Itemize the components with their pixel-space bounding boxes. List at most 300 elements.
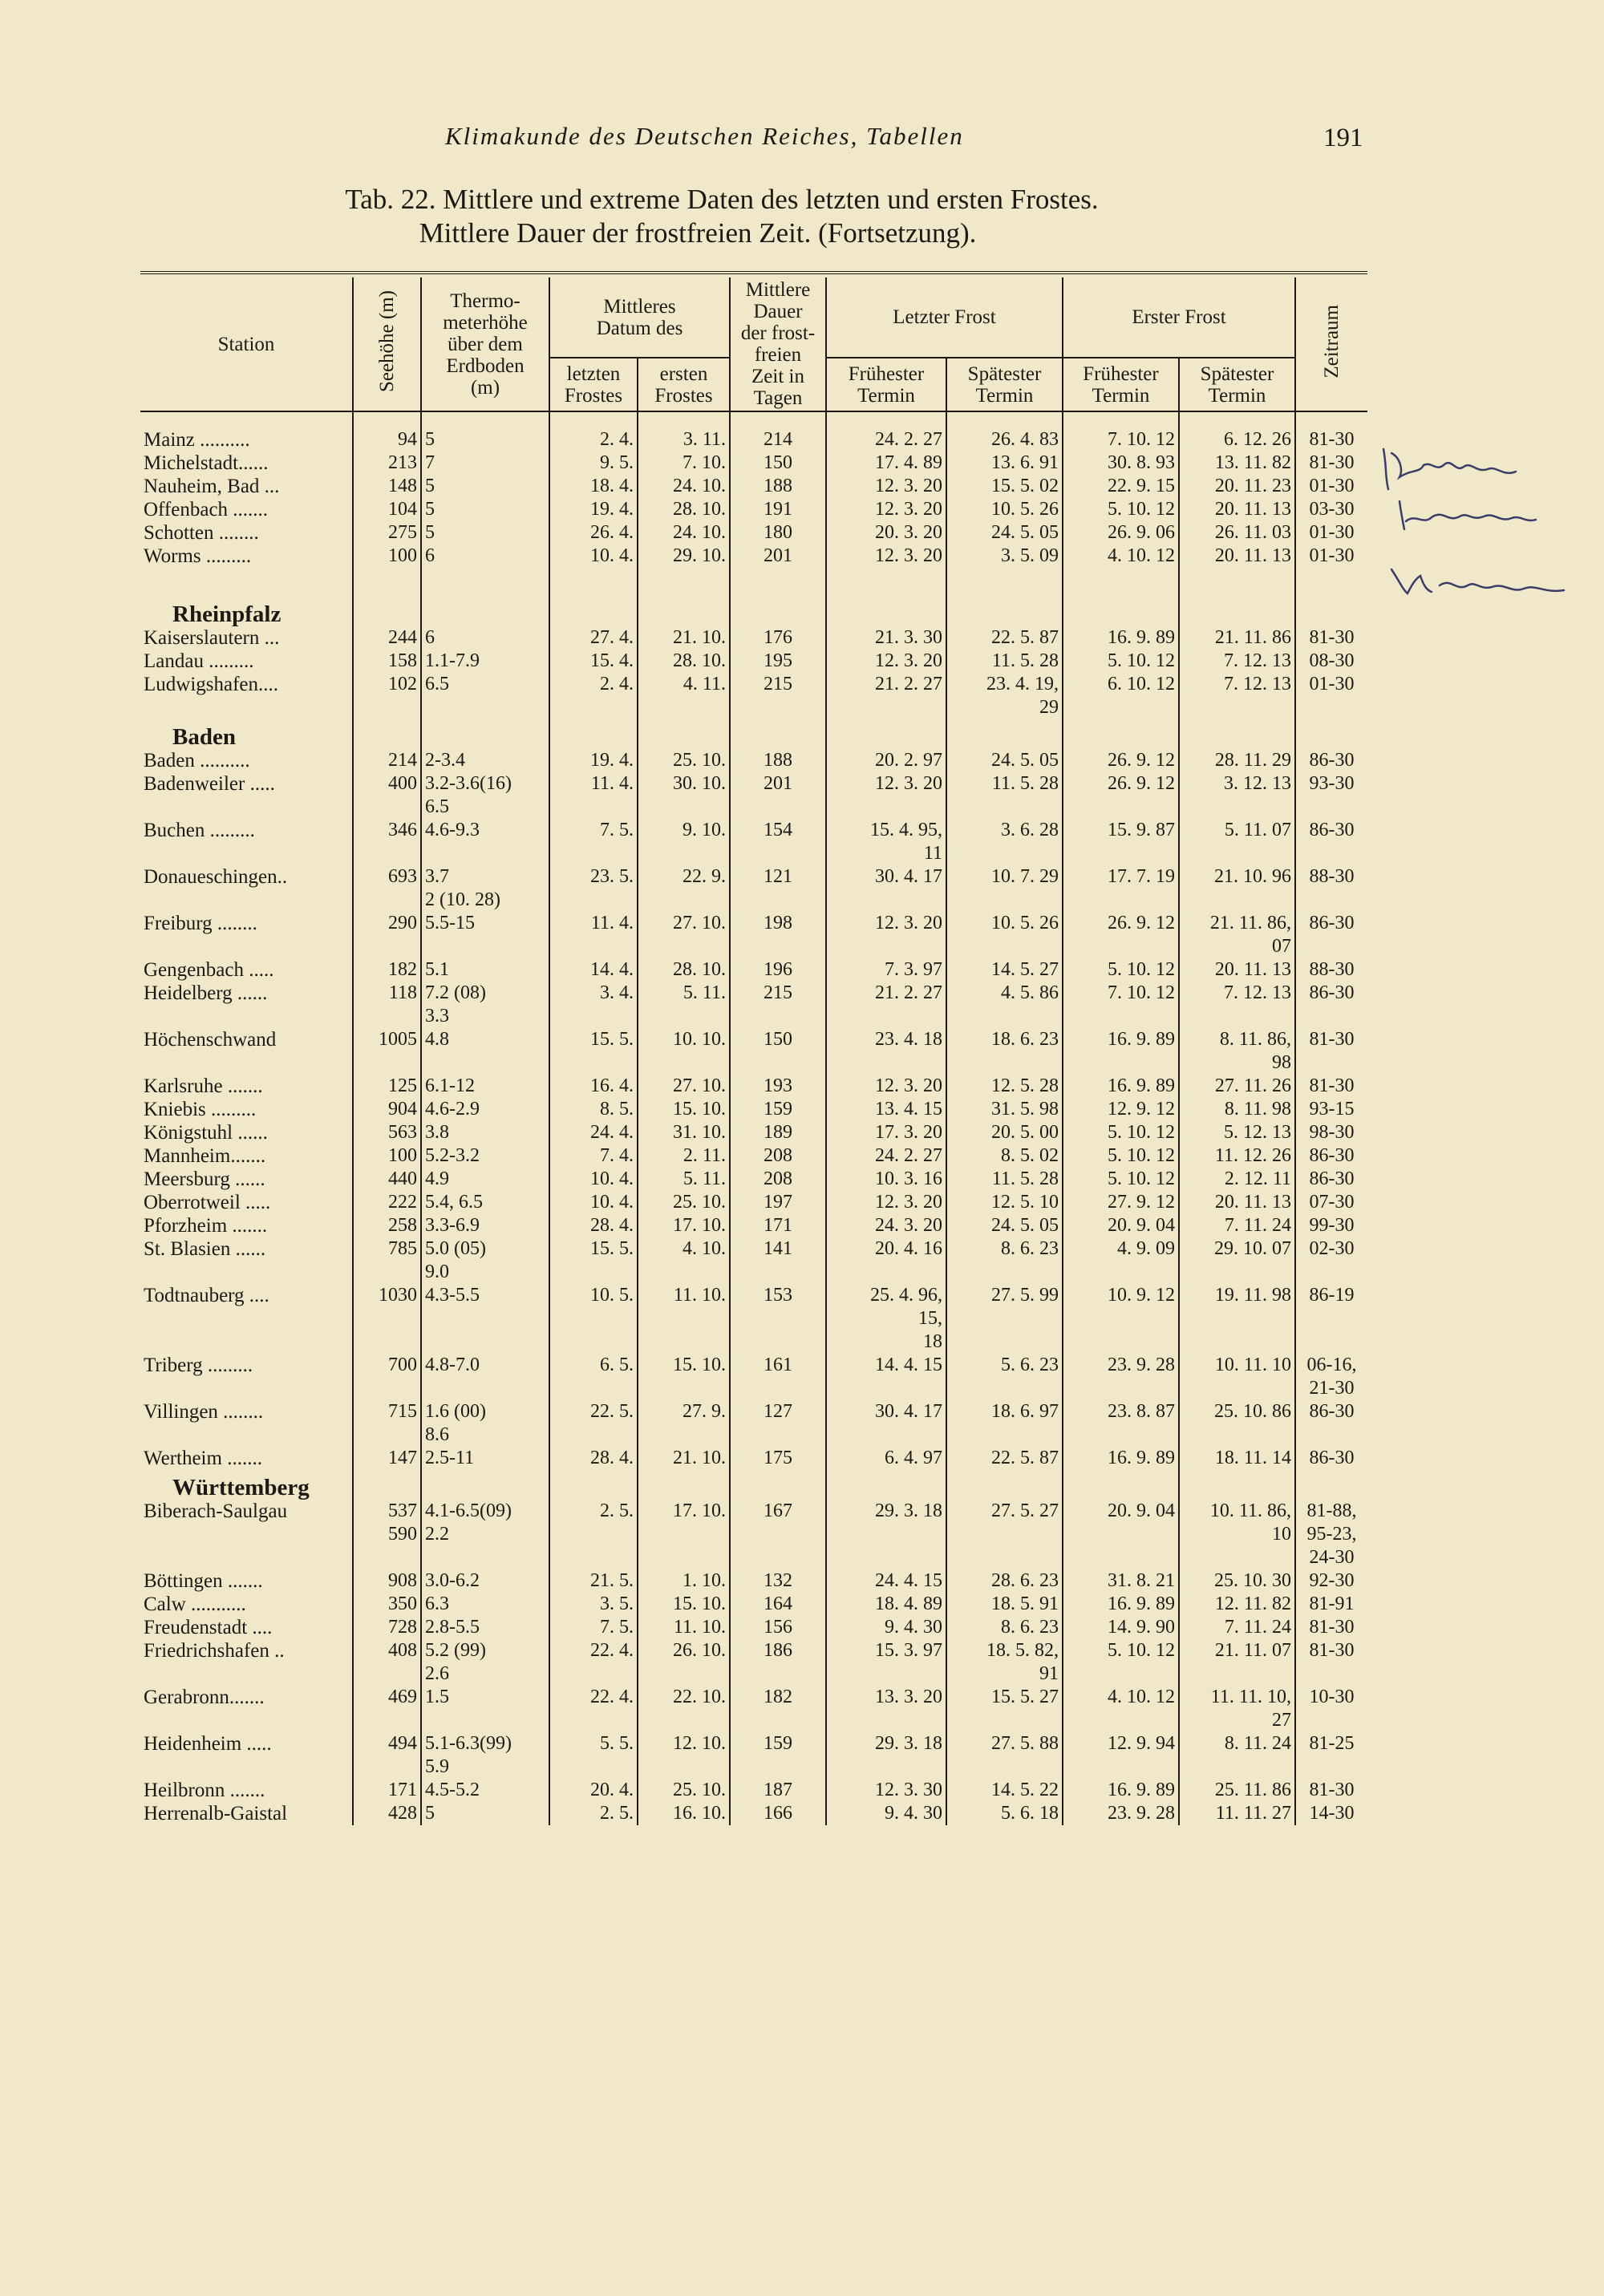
cell-badenweiler-6: 12. 3. 20 (826, 772, 946, 796)
cell-friedrichshafen-10: 81-30 (1295, 1639, 1367, 1662)
cell-offenbach-1: 104 (353, 498, 421, 521)
cell-calw-9: 12. 11. 82 (1179, 1593, 1295, 1616)
cell-blasien-10: 02-30 (1295, 1237, 1367, 1261)
cell-blasien-1: 785 (353, 1237, 421, 1261)
cell-hoechen-10: 81-30 (1295, 1028, 1367, 1051)
cell-meersburg-1: 440 (353, 1168, 421, 1191)
region-heading-rheinpfalz: Rheinpfalz (140, 597, 1367, 626)
cell-offenbach-8: 5. 10. 12 (1063, 498, 1179, 521)
continuation-row-hoechen (140, 1051, 1367, 1075)
frost-table (140, 271, 1367, 1825)
cell-mainz-2: 5 (421, 411, 549, 452)
col-dauer: Mittlere Dauer der frost- freien Zeit in Tagen (730, 277, 826, 411)
cell-offenbach-2: 5 (421, 498, 549, 521)
cell-villingen-9: 25. 10. 86 (1179, 1400, 1295, 1423)
cell-landau-3: 15. 4. (549, 650, 638, 673)
cell-oberrotweil-1: 222 (353, 1191, 421, 1214)
cell-heidenheim-5: 159 (730, 1732, 826, 1755)
cell-mainz-0: Mainz .......... (144, 429, 250, 451)
cell-offenbach-6: 12. 3. 20 (826, 498, 946, 521)
cell-triberg-5: 161 (730, 1354, 826, 1377)
station-row-villingen (140, 1400, 1367, 1423)
cell-heidenheim-7: 27. 5. 88 (946, 1732, 1063, 1755)
cell-kaiserslautern-9: 21. 11. 86 (1179, 626, 1295, 650)
cell-freudenstadt-3: 7. 5. (549, 1616, 638, 1639)
cell-baden-10: 86-30 (1295, 749, 1367, 772)
station-row-oberrotweil (140, 1191, 1367, 1214)
station-row-herrenalb (140, 1802, 1367, 1825)
cell-boettingen-7: 28. 6. 23 (946, 1569, 1063, 1593)
cell-herrenalb-7: 5. 6. 18 (946, 1802, 1063, 1825)
col-mittleres-datum: Mittleres Datum des (549, 277, 730, 358)
continuation-row-buchen (140, 842, 1367, 865)
cell-worms-6: 12. 3. 20 (826, 545, 946, 568)
cell-friedrichshafen-2: 5.2 (99) (421, 1639, 549, 1662)
cell-blasien-9: 29. 10. 07 (1179, 1237, 1295, 1261)
cell-badenweiler-2: 3.2-3.6(16) (421, 772, 549, 796)
cell-calw-10: 81-91 (1295, 1593, 1367, 1616)
station-row-biberach (140, 1500, 1367, 1523)
cell-heilbronn-5: 187 (730, 1779, 826, 1802)
cell-gerabronn-2: 1.5 (421, 1686, 549, 1709)
station-row-heidenheim (140, 1732, 1367, 1755)
cell-heilbronn-4: 25. 10. (638, 1779, 730, 1802)
cell-gerabronn-5: 182 (730, 1686, 826, 1709)
cell-oberrotweil-9: 20. 11. 13 (1179, 1191, 1295, 1214)
cell-baden-8: 26. 9. 12 (1063, 749, 1179, 772)
cell-heidenheim-2: 5.1-6.3(99) (421, 1732, 549, 1755)
cell-freiburg-9: 21. 11. 86, (1179, 912, 1295, 935)
cell-todtnauberg-1: 1030 (353, 1284, 421, 1307)
cell-meersburg-4: 5. 11. (638, 1168, 730, 1191)
cell-pforzheim-0: Pforzheim ....... (144, 1215, 268, 1237)
continuation-row-todtnauberg2 (140, 1330, 1367, 1354)
cell-donau-3: 23. 5. (549, 865, 638, 889)
cell-schotten-0: Schotten ........ (144, 522, 259, 544)
cell-heidelberg-3: 3. 4. (549, 982, 638, 1005)
cell-boettingen-3: 21. 5. (549, 1569, 638, 1593)
cell-baden-1: 214 (353, 749, 421, 772)
cell-mannheim-3: 7. 4. (549, 1144, 638, 1168)
cell-nauheim-7: 15. 5. 02 (946, 475, 1063, 498)
cell-villingen-8: 23. 8. 87 (1063, 1400, 1179, 1423)
cell-mannheim-1: 100 (353, 1144, 421, 1168)
cell-friedrichshafen-9: 21. 11. 07 (1179, 1639, 1295, 1662)
cell-gerabronn-cont-9: 27 (1179, 1709, 1295, 1732)
cell-kniebis-10: 93-15 (1295, 1098, 1367, 1121)
cell-freiburg-cont-9: 07 (1179, 935, 1295, 958)
cell-ludwigshafen-10: 01-30 (1295, 673, 1367, 696)
cell-mainz-1: 94 (353, 411, 421, 452)
cell-baden-5: 188 (730, 749, 826, 772)
cell-buchen-0: Buchen ......... (144, 820, 255, 841)
cell-gerabronn-3: 22. 4. (549, 1686, 638, 1709)
cell-herrenalb-4: 16. 10. (638, 1802, 730, 1825)
station-row-meersburg (140, 1168, 1367, 1191)
cell-michelstadt-10: 81-30 (1295, 452, 1367, 475)
station-row-karlsruhe (140, 1075, 1367, 1098)
continuation-row-badenweiler (140, 796, 1367, 819)
cell-schotten-8: 26. 9. 06 (1063, 521, 1179, 545)
cell-badenweiler-5: 201 (730, 772, 826, 796)
cell-oberrotweil-8: 27. 9. 12 (1063, 1191, 1179, 1214)
cell-michelstadt-1: 213 (353, 452, 421, 475)
cell-schotten-9: 26. 11. 03 (1179, 521, 1295, 545)
cell-mainz-4: 3. 11. (638, 411, 730, 452)
cell-nauheim-6: 12. 3. 20 (826, 475, 946, 498)
cell-pforzheim-9: 7. 11. 24 (1179, 1214, 1295, 1237)
cell-boettingen-4: 1. 10. (638, 1569, 730, 1593)
cell-biberach-3: 2. 5. (549, 1500, 638, 1523)
cell-ludwigshafen-8: 6. 10. 12 (1063, 673, 1179, 696)
cell-villingen-7: 18. 6. 97 (946, 1400, 1063, 1423)
cell-heidelberg-2: 7.2 (08) (421, 982, 549, 1005)
cell-triberg-2: 4.8-7.0 (421, 1354, 549, 1377)
cell-ludwigshafen-4: 4. 11. (638, 673, 730, 696)
cell-kniebis-3: 8. 5. (549, 1098, 638, 1121)
cell-wertheim-2: 2.5-11 (421, 1447, 549, 1470)
cell-kaiserslautern-5: 176 (730, 626, 826, 650)
station-row-landau (140, 650, 1367, 673)
cell-mainz-9: 6. 12. 26 (1179, 411, 1295, 452)
station-row-badenweiler (140, 772, 1367, 796)
cell-herrenalb-5: 166 (730, 1802, 826, 1825)
cell-villingen-cont-2: 8.6 (421, 1423, 549, 1447)
station-row-mainz (140, 411, 1367, 452)
cell-hoechen-1: 1005 (353, 1028, 421, 1051)
cell-meersburg-7: 11. 5. 28 (946, 1168, 1063, 1191)
cell-mainz-10: 81-30 (1295, 411, 1367, 452)
cell-koenigstuhl-3: 24. 4. (549, 1121, 638, 1144)
cell-hoechen-9: 8. 11. 86, (1179, 1028, 1295, 1051)
cell-karlsruhe-0: Karlsruhe ....... (144, 1075, 263, 1097)
cell-todtnauberg-3: 10. 5. (549, 1284, 638, 1307)
cell-todtnauberg-0: Todtnauberg .... (144, 1285, 269, 1306)
cell-herrenalb-9: 11. 11. 27 (1179, 1802, 1295, 1825)
cell-karlsruhe-3: 16. 4. (549, 1075, 638, 1098)
cell-calw-3: 3. 5. (549, 1593, 638, 1616)
cell-calw-0: Calw ........... (144, 1593, 246, 1615)
cell-biberach-cont-10: 95-23, (1295, 1523, 1367, 1546)
cell-nauheim-9: 20. 11. 23 (1179, 475, 1295, 498)
cell-mannheim-10: 86-30 (1295, 1144, 1367, 1168)
cell-badenweiler-4: 30. 10. (638, 772, 730, 796)
station-row-offenbach (140, 498, 1367, 521)
cell-oberrotweil-10: 07-30 (1295, 1191, 1367, 1214)
cell-freudenstadt-0: Freudenstadt .... (144, 1617, 273, 1638)
cell-baden-0: Baden .......... (144, 750, 250, 771)
col-erster-frost: Erster Frost (1063, 277, 1295, 358)
cell-freiburg-7: 10. 5. 26 (946, 912, 1063, 935)
cell-koenigstuhl-6: 17. 3. 20 (826, 1121, 946, 1144)
continuation-row-friedrichshafen (140, 1662, 1367, 1686)
cell-biberach-5: 167 (730, 1500, 826, 1523)
page-header (0, 122, 1604, 154)
cell-heidelberg-10: 86-30 (1295, 982, 1367, 1005)
cell-freudenstadt-8: 14. 9. 90 (1063, 1616, 1179, 1639)
cell-mannheim-7: 8. 5. 02 (946, 1144, 1063, 1168)
cell-blasien-5: 141 (730, 1237, 826, 1261)
station-row-koenigstuhl (140, 1121, 1367, 1144)
cell-baden-9: 28. 11. 29 (1179, 749, 1295, 772)
cell-mainz-6: 24. 2. 27 (826, 411, 946, 452)
cell-badenweiler-0: Badenweiler ..... (144, 773, 275, 795)
cell-hoechen-4: 10. 10. (638, 1028, 730, 1051)
cell-todtnauberg-6: 25. 4. 96, (826, 1284, 946, 1307)
cell-freiburg-1: 290 (353, 912, 421, 935)
cell-offenbach-10: 03-30 (1295, 498, 1367, 521)
station-row-heilbronn (140, 1779, 1367, 1802)
cell-ludwigshafen-0: Ludwigshafen.... (144, 674, 279, 695)
cell-karlsruhe-7: 12. 5. 28 (946, 1075, 1063, 1098)
cell-heidenheim-cont-2: 5.9 (421, 1755, 549, 1779)
cell-freiburg-3: 11. 4. (549, 912, 638, 935)
cell-karlsruhe-9: 27. 11. 26 (1179, 1075, 1295, 1098)
station-row-triberg (140, 1354, 1367, 1377)
cell-heidelberg-5: 215 (730, 982, 826, 1005)
cell-mainz-3: 2. 4. (549, 411, 638, 452)
cell-todtnauberg2-cont-6: 18 (826, 1330, 946, 1354)
cell-todtnauberg-cont-6: 15, (826, 1307, 946, 1330)
cell-heilbronn-9: 25. 11. 86 (1179, 1779, 1295, 1802)
continuation-row-donau (140, 889, 1367, 912)
cell-pforzheim-1: 258 (353, 1214, 421, 1237)
station-row-todtnauberg (140, 1284, 1367, 1307)
cell-karlsruhe-1: 125 (353, 1075, 421, 1098)
cell-gengenbach-6: 7. 3. 97 (826, 958, 946, 982)
cell-gerabronn-9: 11. 11. 10, (1179, 1686, 1295, 1709)
cell-mainz-8: 7. 10. 12 (1063, 411, 1179, 452)
cell-worms-3: 10. 4. (549, 545, 638, 568)
table-caption (0, 183, 1395, 250)
cell-schotten-6: 20. 3. 20 (826, 521, 946, 545)
cell-landau-2: 1.1-7.9 (421, 650, 549, 673)
cell-hoechen-5: 150 (730, 1028, 826, 1051)
cell-buchen-2: 4.6-9.3 (421, 819, 549, 842)
cell-schotten-10: 01-30 (1295, 521, 1367, 545)
cell-landau-1: 158 (353, 650, 421, 673)
cell-villingen-1: 715 (353, 1400, 421, 1423)
cell-donau-7: 10. 7. 29 (946, 865, 1063, 889)
cell-freudenstadt-9: 7. 11. 24 (1179, 1616, 1295, 1639)
cell-donau-4: 22. 9. (638, 865, 730, 889)
cell-worms-2: 6 (421, 545, 549, 568)
cell-oberrotweil-5: 197 (730, 1191, 826, 1214)
cell-todtnauberg-9: 19. 11. 98 (1179, 1284, 1295, 1307)
col-seehoehe: Seehöhe (m) (353, 277, 421, 411)
cell-pforzheim-8: 20. 9. 04 (1063, 1214, 1179, 1237)
cell-wertheim-0: Wertheim ....... (144, 1448, 262, 1469)
col-station: Station (217, 333, 275, 355)
cell-badenweiler-8: 26. 9. 12 (1063, 772, 1179, 796)
cell-hoechen-7: 18. 6. 23 (946, 1028, 1063, 1051)
cell-landau-7: 11. 5. 28 (946, 650, 1063, 673)
cell-gengenbach-9: 20. 11. 13 (1179, 958, 1295, 982)
cell-kniebis-8: 12. 9. 12 (1063, 1098, 1179, 1121)
cell-gerabronn-1: 469 (353, 1686, 421, 1709)
cell-buchen-10: 86-30 (1295, 819, 1367, 842)
cell-kniebis-9: 8. 11. 98 (1179, 1098, 1295, 1121)
cell-michelstadt-0: Michelstadt...... (144, 452, 269, 474)
cell-karlsruhe-4: 27. 10. (638, 1075, 730, 1098)
cell-hoechen-6: 23. 4. 18 (826, 1028, 946, 1051)
cell-kaiserslautern-6: 21. 3. 30 (826, 626, 946, 650)
cell-heilbronn-2: 4.5-5.2 (421, 1779, 549, 1802)
cell-ludwigshafen-7: 23. 4. 19, (946, 673, 1063, 696)
continuation-row-gerabronn (140, 1709, 1367, 1732)
cell-triberg-7: 5. 6. 23 (946, 1354, 1063, 1377)
cell-offenbach-3: 19. 4. (549, 498, 638, 521)
cell-heidenheim-1: 494 (353, 1732, 421, 1755)
cell-heilbronn-8: 16. 9. 89 (1063, 1779, 1179, 1802)
cell-schotten-4: 24. 10. (638, 521, 730, 545)
cell-heilbronn-0: Heilbronn ....... (144, 1780, 265, 1801)
cell-wertheim-7: 22. 5. 87 (946, 1447, 1063, 1470)
cell-meersburg-6: 10. 3. 16 (826, 1168, 946, 1191)
cell-kniebis-1: 904 (353, 1098, 421, 1121)
cell-mannheim-2: 5.2-3.2 (421, 1144, 549, 1168)
station-row-gengenbach (140, 958, 1367, 982)
cell-wertheim-4: 21. 10. (638, 1447, 730, 1470)
cell-baden-3: 19. 4. (549, 749, 638, 772)
cell-karlsruhe-10: 81-30 (1295, 1075, 1367, 1098)
cell-friedrichshafen-5: 186 (730, 1639, 826, 1662)
cell-biberach-4: 17. 10. (638, 1500, 730, 1523)
cell-mannheim-8: 5. 10. 12 (1063, 1144, 1179, 1168)
cell-kniebis-7: 31. 5. 98 (946, 1098, 1063, 1121)
cell-meersburg-9: 2. 12. 11 (1179, 1168, 1295, 1191)
cell-freudenstadt-5: 156 (730, 1616, 826, 1639)
cell-badenweiler-9: 3. 12. 13 (1179, 772, 1295, 796)
cell-heidenheim-10: 81-25 (1295, 1732, 1367, 1755)
cell-freudenstadt-1: 728 (353, 1616, 421, 1639)
continuation-row-freiburg (140, 935, 1367, 958)
cell-kniebis-6: 13. 4. 15 (826, 1098, 946, 1121)
cell-heidelberg-4: 5. 11. (638, 982, 730, 1005)
continuation-row-biberach2 (140, 1546, 1367, 1569)
cell-kaiserslautern-8: 16. 9. 89 (1063, 626, 1179, 650)
cell-biberach-cont-2: 2.2 (421, 1523, 549, 1546)
cell-blasien-6: 20. 4. 16 (826, 1237, 946, 1261)
cell-buchen-8: 15. 9. 87 (1063, 819, 1179, 842)
station-row-gerabronn (140, 1686, 1367, 1709)
cell-herrenalb-1: 428 (353, 1802, 421, 1825)
cell-karlsruhe-2: 6.1-12 (421, 1075, 549, 1098)
cell-schotten-5: 180 (730, 521, 826, 545)
cell-ludwigshafen-9: 7. 12. 13 (1179, 673, 1295, 696)
cell-gengenbach-7: 14. 5. 27 (946, 958, 1063, 982)
cell-ludwigshafen-cont-7: 29 (946, 696, 1063, 719)
cell-wertheim-6: 6. 4. 97 (826, 1447, 946, 1470)
cell-oberrotweil-6: 12. 3. 20 (826, 1191, 946, 1214)
cell-ludwigshafen-6: 21. 2. 27 (826, 673, 946, 696)
cell-freiburg-2: 5.5-15 (421, 912, 549, 935)
cell-villingen-4: 27. 9. (638, 1400, 730, 1423)
table-body (140, 411, 1367, 1825)
cell-triberg-8: 23. 9. 28 (1063, 1354, 1179, 1377)
cell-villingen-2: 1.6 (00) (421, 1400, 549, 1423)
cell-nauheim-3: 18. 4. (549, 475, 638, 498)
cell-todtnauberg-7: 27. 5. 99 (946, 1284, 1063, 1307)
cell-meersburg-10: 86-30 (1295, 1168, 1367, 1191)
cell-pforzheim-5: 171 (730, 1214, 826, 1237)
cell-calw-6: 18. 4. 89 (826, 1593, 946, 1616)
cell-blasien-cont-2: 9.0 (421, 1261, 549, 1284)
cell-gengenbach-2: 5.1 (421, 958, 549, 982)
cell-boettingen-1: 908 (353, 1569, 421, 1593)
cell-freiburg-10: 86-30 (1295, 912, 1367, 935)
cell-calw-8: 16. 9. 89 (1063, 1593, 1179, 1616)
cell-worms-7: 3. 5. 09 (946, 545, 1063, 568)
cell-kniebis-0: Kniebis ......... (144, 1099, 257, 1120)
cell-friedrichshafen-4: 26. 10. (638, 1639, 730, 1662)
col-letzter-fruehester: Frühester Termin (826, 358, 946, 411)
col-erster-fruehester: Frühester Termin (1063, 358, 1179, 411)
cell-kniebis-5: 159 (730, 1098, 826, 1121)
cell-badenweiler-3: 11. 4. (549, 772, 638, 796)
cell-oberrotweil-4: 25. 10. (638, 1191, 730, 1214)
station-row-hoechen (140, 1028, 1367, 1051)
cell-heidelberg-cont-2: 3.3 (421, 1005, 549, 1028)
cell-calw-2: 6.3 (421, 1593, 549, 1616)
continuation-row-triberg (140, 1377, 1367, 1400)
cell-todtnauberg-5: 153 (730, 1284, 826, 1307)
cell-biberach-1: 537 (353, 1500, 421, 1523)
station-row-worms (140, 545, 1367, 568)
cell-wertheim-9: 18. 11. 14 (1179, 1447, 1295, 1470)
cell-karlsruhe-6: 12. 3. 20 (826, 1075, 946, 1098)
cell-buchen-5: 154 (730, 819, 826, 842)
cell-boettingen-10: 92-30 (1295, 1569, 1367, 1593)
cell-heidelberg-0: Heidelberg ...... (144, 982, 268, 1004)
cell-baden-2: 2-3.4 (421, 749, 549, 772)
cell-boettingen-6: 24. 4. 15 (826, 1569, 946, 1593)
cell-todtnauberg-8: 10. 9. 12 (1063, 1284, 1179, 1307)
cell-koenigstuhl-1: 563 (353, 1121, 421, 1144)
station-row-nauheim (140, 475, 1367, 498)
cell-heidenheim-8: 12. 9. 94 (1063, 1732, 1179, 1755)
cell-friedrichshafen-cont-2: 2.6 (421, 1662, 549, 1686)
cell-hoechen-8: 16. 9. 89 (1063, 1028, 1179, 1051)
region-heading-wuerttemberg: Württemberg (140, 1470, 1367, 1500)
cell-michelstadt-4: 7. 10. (638, 452, 730, 475)
station-row-baden (140, 749, 1367, 772)
cell-gengenbach-8: 5. 10. 12 (1063, 958, 1179, 982)
cell-gerabronn-6: 13. 3. 20 (826, 1686, 946, 1709)
cell-meersburg-0: Meersburg ...... (144, 1168, 265, 1190)
cell-herrenalb-10: 14-30 (1295, 1802, 1367, 1825)
cell-blasien-0: St. Blasien ...... (144, 1238, 266, 1260)
col-letzter-spaetester: Spätester Termin (946, 358, 1063, 411)
cell-triberg-9: 10. 11. 10 (1179, 1354, 1295, 1377)
cell-biberach-0: Biberach-Saulgau (144, 1500, 288, 1522)
cell-friedrichshafen-0: Friedrichshafen .. (144, 1640, 285, 1662)
cell-boettingen-2: 3.0-6.2 (421, 1569, 549, 1593)
continuation-row-ludwigshafen (140, 696, 1367, 719)
cell-triberg-0: Triberg ......... (144, 1355, 253, 1376)
cell-baden-6: 20. 2. 97 (826, 749, 946, 772)
cell-buchen-cont-6: 11 (826, 842, 946, 865)
cell-kaiserslautern-7: 22. 5. 87 (946, 626, 1063, 650)
cell-friedrichshafen-1: 408 (353, 1639, 421, 1662)
station-row-heidelberg (140, 982, 1367, 1005)
cell-landau-6: 12. 3. 20 (826, 650, 946, 673)
cell-boettingen-5: 132 (730, 1569, 826, 1593)
cell-michelstadt-8: 30. 8. 93 (1063, 452, 1179, 475)
cell-donau-cont-2: 2 (10. 28) (421, 889, 549, 912)
cell-freudenstadt-2: 2.8-5.5 (421, 1616, 549, 1639)
cell-blasien-2: 5.0 (05) (421, 1237, 549, 1261)
